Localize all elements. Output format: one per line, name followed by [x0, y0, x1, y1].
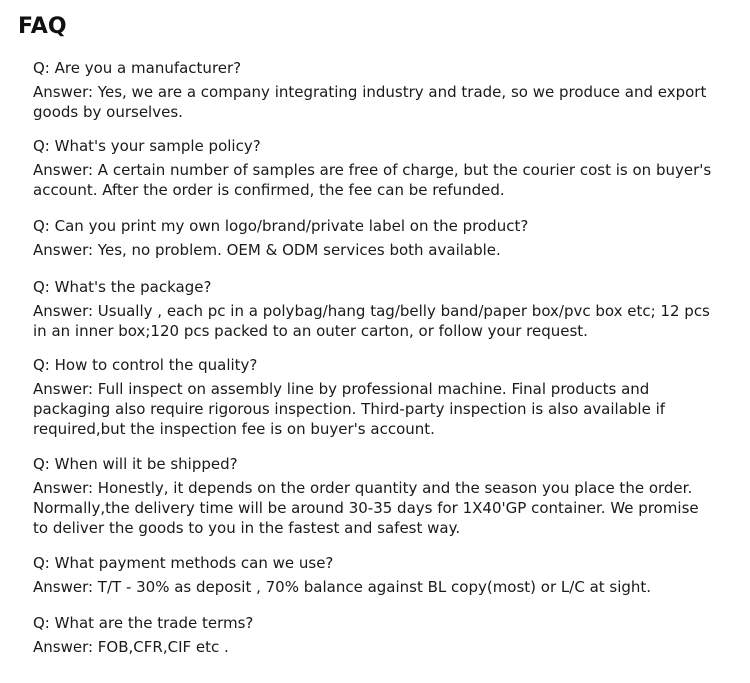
faq-answer: Answer: Full inspect on assembly line by professional machine. Final products and packaging also require rigorous inspection. Third-party inspection is also available if required,but the inspection fee is on buyer's account. [33, 380, 666, 438]
faq-answer: Answer: Yes, no problem. OEM & ODM services both available. [33, 241, 501, 259]
faq-question: Q: What's the package? [33, 278, 212, 296]
faq-question: Q: When will it be shipped? [33, 455, 238, 473]
faq-item-manufacturer [33, 58, 718, 122]
faq-answer: Answer: A certain number of samples are free of charge, but the courier cost is on buyer's account. After the order is confirmed, the fee can be refunded. [33, 161, 712, 199]
faq-answer: Answer: T/T - 30% as deposit , 70% balance against BL copy(most) or L/C at sight. [33, 578, 652, 596]
faq-item-logo-printing [33, 216, 718, 260]
faq-item-payment-methods [33, 553, 718, 597]
faq-question: Q: What are the trade terms? [33, 614, 254, 632]
faq-question: Q: Can you print my own logo/brand/private label on the product? [33, 217, 529, 235]
faq-item-trade-terms [33, 613, 718, 657]
faq-question: Q: How to control the quality? [33, 356, 258, 374]
faq-answer: Answer: Usually , each pc in a polybag/hang tag/belly band/paper box/pvc box etc; 12 pcs in an inner box;120 pcs packed to an outer carton, or follow your request. [33, 302, 710, 340]
faq-item-package [33, 277, 718, 341]
faq-item-sample-policy [33, 136, 718, 200]
faq-question: Q: What payment methods can we use? [33, 554, 334, 572]
page-title: FAQ [18, 14, 67, 39]
faq-answer: Answer: FOB,CFR,CIF etc . [33, 638, 229, 656]
faq-question: Q: What's your sample policy? [33, 137, 261, 155]
faq-item-shipping [33, 454, 718, 538]
faq-item-quality-control [33, 355, 718, 439]
faq-list [33, 58, 718, 657]
faq-answer: Answer: Yes, we are a company integrating industry and trade, so we produce and export goods by ourselves. [33, 83, 707, 121]
faq-answer: Answer: Honestly, it depends on the order quantity and the season you place the order. Normally,the delivery time will be around 30-35 days for 1X40'GP container. We promise to deliver the goods to you in the fastest and safest way. [33, 479, 699, 537]
faq-question: Q: Are you a manufacturer? [33, 59, 242, 77]
